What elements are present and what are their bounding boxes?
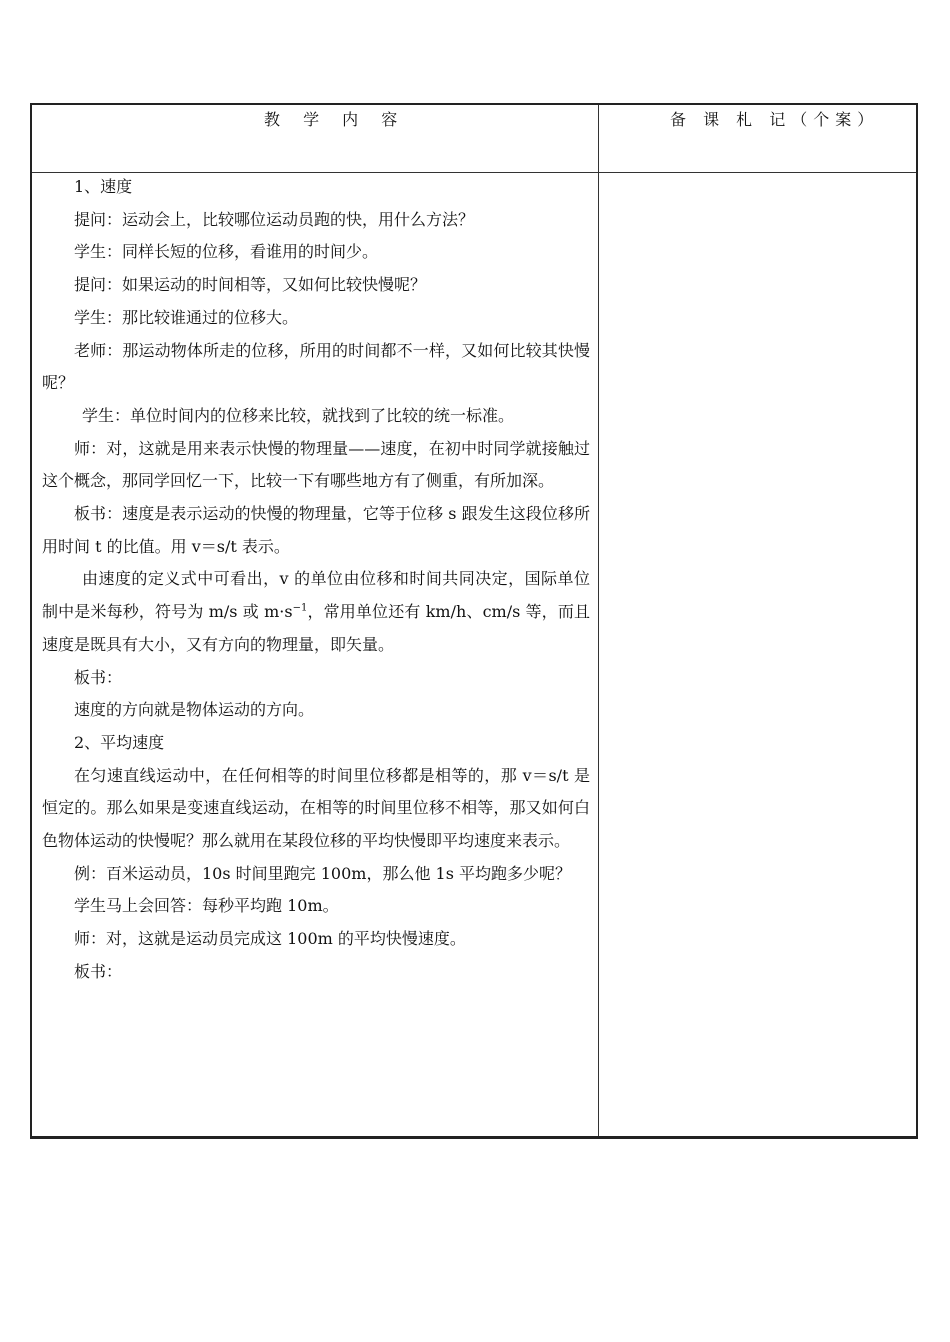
column-divider bbox=[598, 105, 599, 1137]
paragraph: 学生：那比较谁通过的位移大。 bbox=[74, 307, 299, 327]
paragraph: 提问：运动会上，比较哪位运动员跑的快，用什么方法？ bbox=[74, 209, 475, 229]
paragraph: 例：百米运动员，10s 时间里跑完 100m，那么他 1s 平均跑多少呢？ bbox=[74, 863, 572, 883]
paragraph: 学生：同样长短的位移，看谁用的时间少。 bbox=[74, 242, 379, 262]
paragraph: 学生马上会回答：每秒平均跑 10m。 bbox=[74, 896, 339, 916]
paragraph: 在匀速直线运动中，在任何相等的时间里位移都是相等的，那 v＝s/t 是恒定的。那么如果是变速直线运动，在相等的时间里位移不相等，那又如何白色物体运动的快慢呢？那么就用在某段位移的平均快慢即平均速度来表示。 bbox=[42, 765, 590, 851]
paragraph: 板书：速度是表示运动的快慢的物理量，它等于位移 s 跟发生这段位移所用时间 t 的比值。用 v＝s/t 表示。 bbox=[42, 504, 590, 556]
section-heading-speed: 1、速度 bbox=[74, 177, 133, 196]
paragraph: 板书： bbox=[74, 961, 123, 981]
paragraph: 师：对，这就是用来表示快慢的物理量——速度，在初中时同学就接触过这个概念，那同学回忆一下，比较一下有哪些地方有了侧重，有所加深。 bbox=[42, 438, 590, 491]
header-teaching-content: 教 学 内 容 bbox=[264, 110, 407, 129]
paragraph: 提问：如果运动的时间相等，又如何比较快慢呢？ bbox=[74, 275, 427, 295]
paragraph: 速度的方向就是物体运动的方向。 bbox=[74, 700, 315, 720]
header-lesson-notes: 备 课 札 记（个案） bbox=[670, 110, 880, 129]
speed-unit-text-cont: ，常用单位还有 km/h、cm/s 等，而且速度是既具有大小，又有方向的物理量，即矢量。 bbox=[42, 602, 590, 654]
paragraph: 学生：单位时间内的位移来比较，就找到了比较的统一标准。 bbox=[82, 405, 515, 425]
superscript-minus-one: −1 bbox=[292, 602, 308, 614]
teaching-content bbox=[42, 171, 590, 989]
paragraph: 老师：那运动物体所走的位移，所用的时间都不一样，又如何比较其快慢呢？ bbox=[42, 340, 590, 393]
paragraph: 板书： bbox=[74, 667, 123, 687]
lesson-table bbox=[30, 103, 918, 1139]
paragraph-speed-unit bbox=[42, 563, 590, 661]
section-heading-average-speed: 2、平均速度 bbox=[74, 732, 165, 752]
paragraph: 师：对，这就是运动员完成这 100m 的平均快慢速度。 bbox=[74, 929, 466, 949]
speed-unit-text: 由速度的定义式中可看出，v 的单位由位移和时间共同决定，国际单位制中是米每秒，符号为 m/s 或 m·s bbox=[42, 569, 590, 622]
